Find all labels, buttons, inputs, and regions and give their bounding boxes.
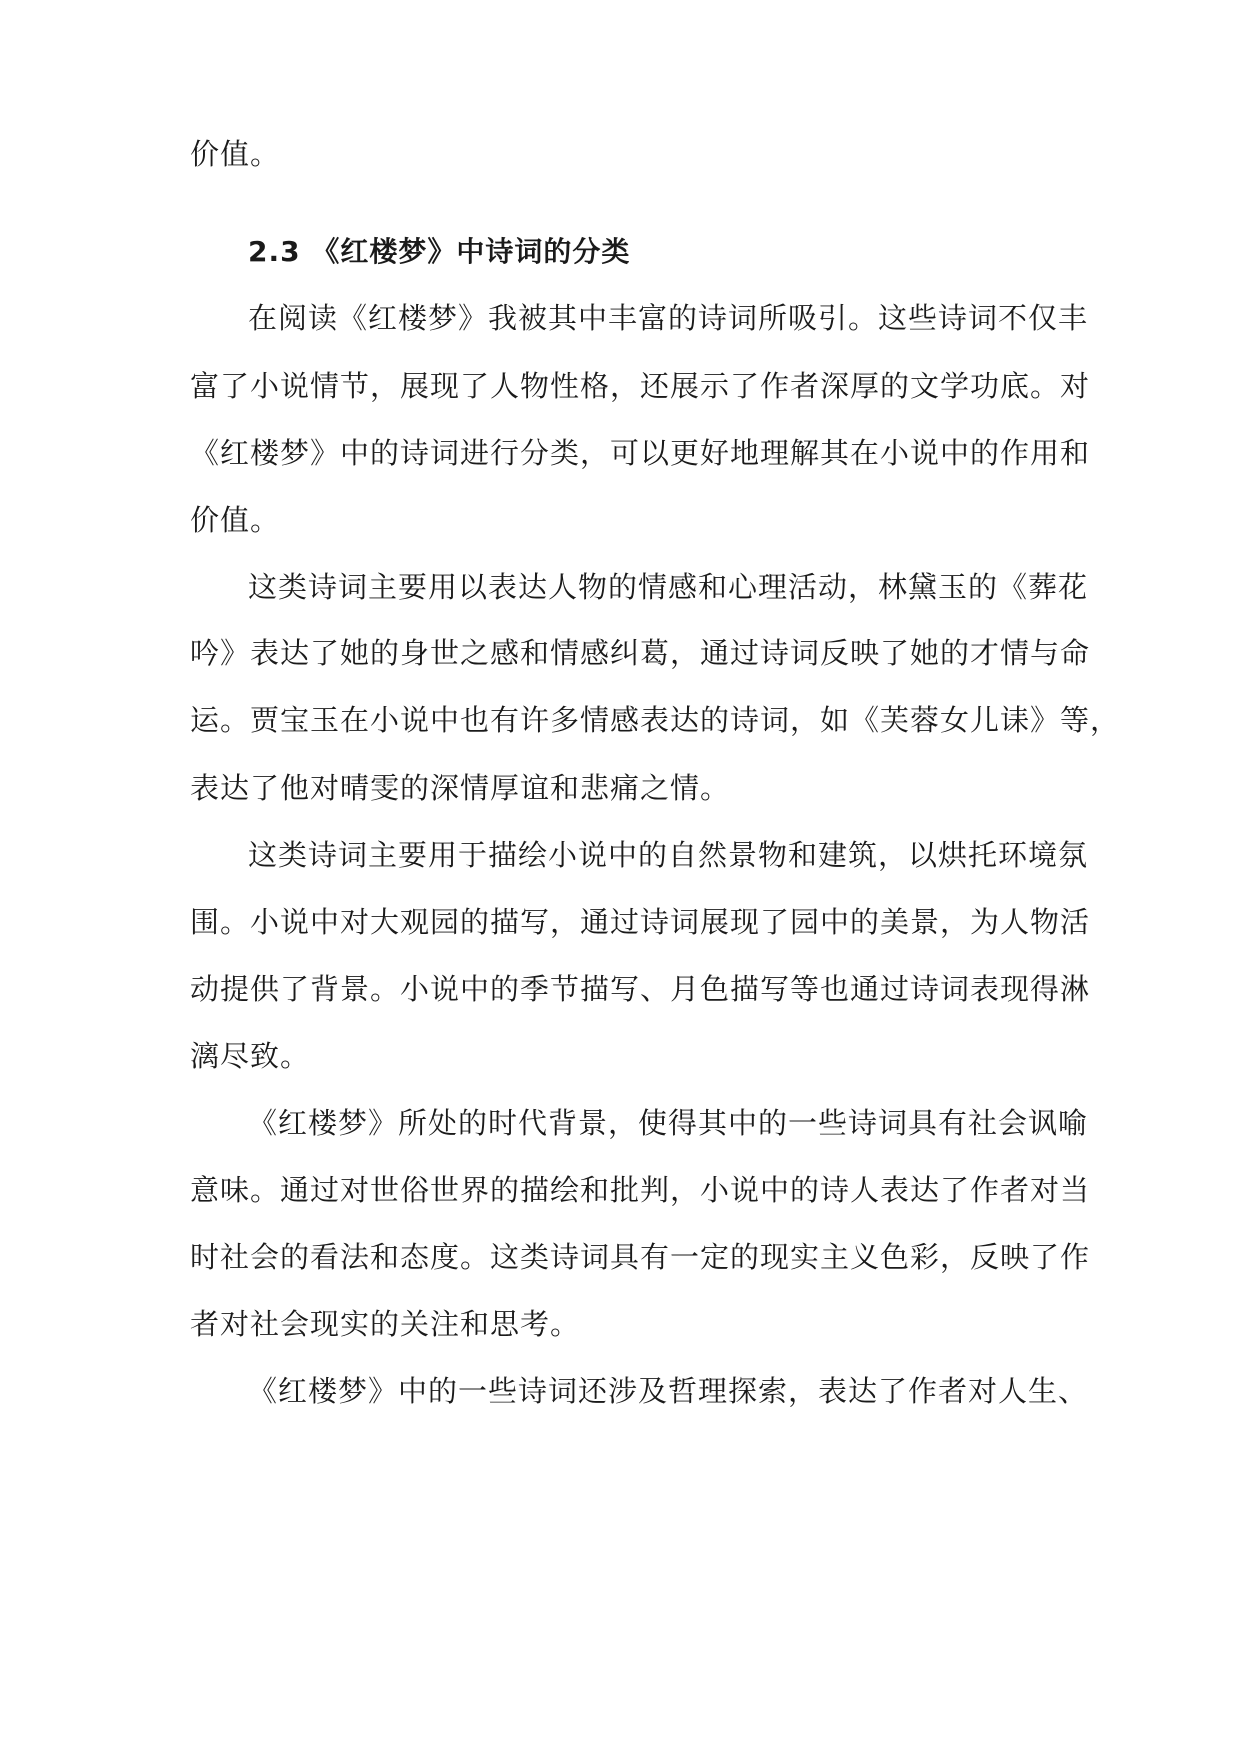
paragraph-line: 意味。通过对世俗世界的描绘和批判，小说中的诗人表达了作者对当: [190, 1173, 1091, 1207]
paragraph-line: 价值。: [190, 137, 281, 171]
paragraph-line: 吟》表达了她的身世之感和情感纠葛，通过诗词反映了她的才情与命: [190, 636, 1091, 670]
paragraph-line: 这类诗词主要用以表达人物的情感和心理活动，林黛玉的《葬花: [248, 570, 1089, 604]
paragraph-line: 运。贾宝玉在小说中也有许多情感表达的诗词，如《芙蓉女儿诔》等，: [190, 703, 1121, 737]
paragraph-line: 这类诗词主要用于描绘小说中的自然景物和建筑，以烘托环境氛: [248, 838, 1089, 872]
paragraph-line: 漓尽致。: [190, 1039, 311, 1073]
paragraph-line: 表达了他对晴雯的深情厚谊和悲痛之情。: [190, 771, 731, 805]
paragraph-line: 富了小说情节，展现了人物性格，还展示了作者深厚的文学功底。对: [190, 369, 1091, 403]
paragraph-line: 《红楼梦》中的诗词进行分类，可以更好地理解其在小说中的作用和: [190, 436, 1091, 470]
paragraph-line: 在阅读《红楼梦》我被其中丰富的诗词所吸引。这些诗词不仅丰: [248, 301, 1089, 335]
paragraph-line: 《红楼梦》所处的时代背景，使得其中的一些诗词具有社会讽喻: [248, 1106, 1089, 1140]
paragraph-line: 动提供了背景。小说中的季节描写、月色描写等也通过诗词表现得淋: [190, 972, 1091, 1006]
paragraph-line: 价值。: [190, 503, 281, 537]
paragraph-line: 者对社会现实的关注和思考。: [190, 1307, 581, 1341]
paragraph-line: 围。小说中对大观园的描写，通过诗词展现了园中的美景，为人物活: [190, 905, 1091, 939]
paragraph-line: 时社会的看法和态度。这类诗词具有一定的现实主义色彩，反映了作: [190, 1240, 1091, 1274]
section-heading: 2.3 《红楼梦》中诗词的分类: [248, 235, 631, 268]
paragraph-line: 《红楼梦》中的一些诗词还涉及哲理探索，表达了作者对人生、: [248, 1374, 1089, 1408]
